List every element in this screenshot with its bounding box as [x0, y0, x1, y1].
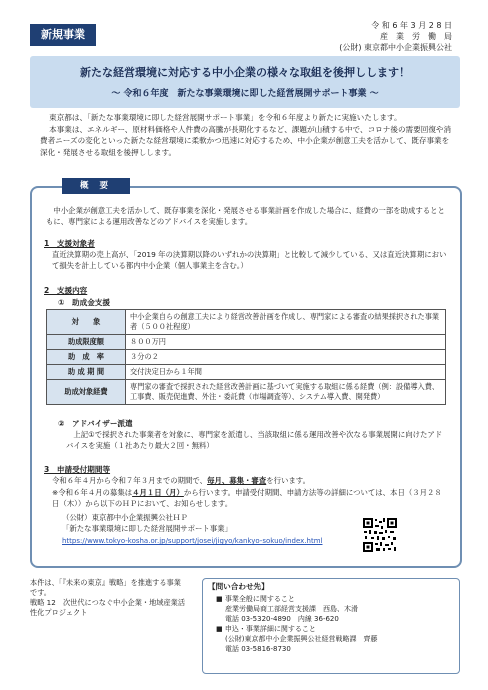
contact-details: [216, 594, 456, 654]
table-key: 助成対象経費: [47, 380, 126, 405]
hp-label: （公財）東京都中小企業振興公社ＨＰ: [62, 513, 188, 522]
table-key: 助 成 率: [47, 350, 126, 365]
new-project-tag: 新規事業: [30, 24, 96, 46]
contact-application-heading: ■ 申込・事業詳細に関すること: [216, 625, 316, 633]
schedule-line-2: [52, 488, 448, 509]
schedule-text: から行います。申請受付期間、申請方法等の詳細については、本日（３月２８日（木））から以下のＨＰにおいて、お知らせします。: [52, 488, 442, 508]
table-value: 専門家の審査で採択された経営改善計画に基づいて実施する取組に係る経費（例：設備導入費、工事費、販売促進費、外注・委託費（市場調査等）、システム導入費、開発費）: [126, 380, 446, 405]
table-row: [47, 380, 446, 405]
strategy-note: [30, 578, 188, 618]
section-3-heading: 3 申請受付期間等: [44, 465, 111, 474]
table-value: ８００万円: [126, 335, 446, 350]
release-date: 令 和 6 年 3 月 2 8 日: [371, 21, 452, 30]
table-value: 中小企業自らの創意工夫により経営改善計画を作成し、専門家による審査の結果採択された事業者（５００社程度）: [126, 310, 446, 335]
strategy-note-text: 本件は、「『未来の東京』戦略」を推進する事業です。: [30, 578, 181, 597]
section-1-text: 直近決算期の売上高が、「2019 年の決算期以降のいずれかの決算期」と比較して減少している、又は直近決算期において損失を計上している都内中小企業（個人事業主を含む。）: [52, 250, 447, 270]
intro-paragraph-2: 本事業は、エネルギー、原材料価格や人件費の高騰が長期化するなど、課題が山積する中で、コロナ後の需要回復や消費者ニーズの変化といった新たな経営環境に柔軟かつ迅速に対応するため、中小企業が創意工夫を活かして、既存事業を深化・発展させる取組を後押しします。: [40, 124, 452, 157]
issuer-foundation: (公財) 東京都中小企業振興公社: [339, 43, 452, 52]
issuer-block: [339, 20, 452, 53]
page-subtitle: ～ 令和６年度 新たな事業環境に即した経営展開サポート事業 ～: [111, 89, 379, 99]
strategy-name: 戦略 12 次世代につなぐ中小企業・地域産業活性化プロジェクト: [30, 598, 186, 617]
subsidy-table: [46, 309, 446, 405]
section-1-heading: 1 支援対象者: [44, 239, 95, 248]
table-row: [47, 365, 446, 380]
advisor-heading: ② アドバイザー派遣: [58, 419, 133, 428]
page-title: 新たな経営環境に対応する中小企業の様々な取組を後押しします！: [80, 66, 410, 79]
table-row: [47, 310, 446, 335]
overview-text: 中小企業が創意工夫を活かして、既存事業を深化・発展させる事業計画を作成した場合に、経費の一部を助成するとともに、専門家による運用改善などのアドバイスを実施します。: [46, 206, 445, 226]
advisor-text: 上記①で採択された事業者を対象に、専門家を派遣し、当該取組に係る運用改善や次なる事業展開に向けたアドバイスを実施（１社あたり最大２回・無料）: [66, 430, 443, 450]
table-row: [47, 335, 446, 350]
start-date: ４月１日（月）: [132, 488, 184, 497]
section-2-heading: 2 支援内容: [44, 286, 88, 295]
contact-application-dept: (公財)東京都中小企業振興公社経営戦略課 齊藤: [225, 635, 378, 643]
schedule-text: ※令和６年４月の募集は: [52, 488, 133, 497]
intro-text: [40, 112, 456, 158]
subsidy-heading: ① 助成金支援: [58, 298, 110, 307]
hp-page-name: 「新たな事業環境に即した経営展開サポート事業」: [62, 524, 232, 533]
intro-paragraph-1: 東京都は、「新たな事業環境に即した経営展開サポート事業」を令和６年度より新たに実施いたします。: [49, 113, 402, 122]
contact-general-dept: 産業労働局商工部経営支援課 西島、木滑: [225, 605, 358, 613]
table-row: [47, 350, 446, 365]
hp-url-link[interactable]: https://www.tokyo-kosha.or.jp/support/josei/jigyo/kankyo-sokuo/index.html: [62, 537, 323, 545]
schedule-line-1: [52, 476, 448, 487]
table-key: 助成限度額: [47, 335, 126, 350]
schedule-text: 令和６年４月から令和７年３月までの期間で、: [52, 476, 208, 485]
table-key: 助 成 期 間: [47, 365, 126, 380]
qr-code-icon: [362, 517, 398, 553]
monthly-recruitment: 毎月、募集・審査: [207, 476, 267, 485]
contact-general-heading: ■ 事業全般に関すること: [216, 595, 295, 603]
contact-application-phone: 電話 03-5816-8730: [225, 645, 291, 653]
contact-heading: 【問い合わせ先】: [208, 582, 269, 591]
issuer-bureau: 産 業 労 働 局: [380, 32, 452, 41]
contact-general-phone: 電話 03-5320-4890 内線 36-620: [225, 615, 339, 623]
table-key: 対 象: [47, 310, 126, 335]
schedule-text: を行います。: [266, 476, 310, 485]
table-value: ３分の２: [126, 350, 446, 365]
table-value: 交付決定日から１年間: [126, 365, 446, 380]
overview-heading: 概 要: [62, 178, 130, 194]
